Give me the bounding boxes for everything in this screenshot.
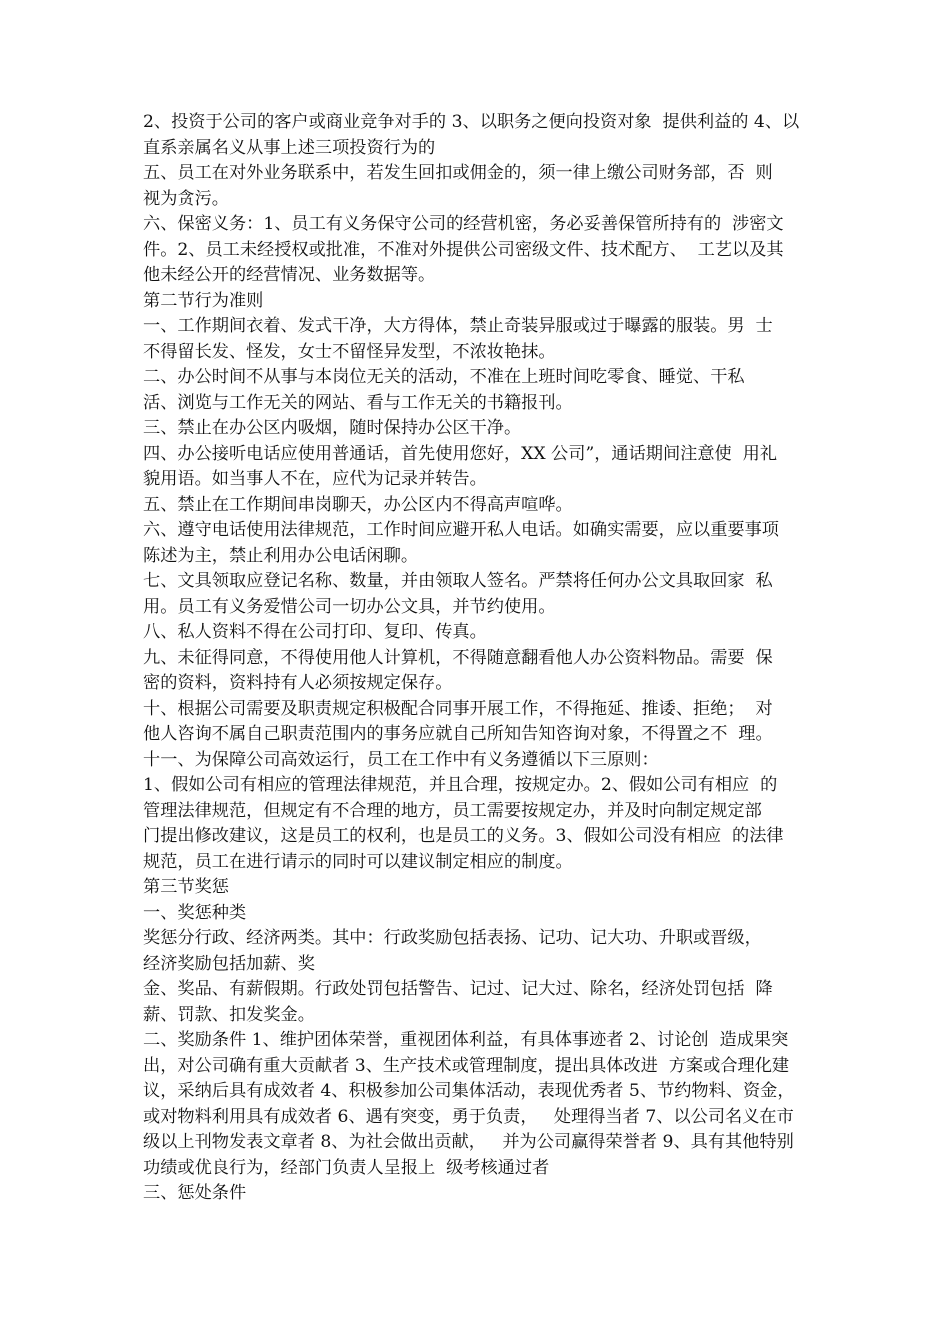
text-line: 八、私人资料不得在公司打印、复印、传真。 [143,622,487,642]
text-line: 三、惩处条件 [143,1183,247,1203]
text-line: 一、奖惩种类 [143,902,247,923]
text-line: 不得留长发、怪发，女士不留怪异发型，不浓妆艳抹。 [143,341,556,362]
text-line: 二、奖励条件 1、维护团体荣誉，重视团体利益，有具体事迹者 2、讨论创 造成果突 [143,1030,789,1050]
text-line: 门提出修改建议，这是员工的权利，也是员工的义务。3、假如公司没有相应 的法律 [143,826,784,846]
text-line: 金、奖品、有薪假期。行政处罚包括警告、记过、记大过、除名，经济处罚包括 降 [143,979,773,999]
text-line: 件。2、员工未经授权或批准，不准对外提供公司密级文件、技术配方、 工艺以及其 [143,239,784,260]
text-line: 功绩或优良行为，经部门负责人呈报上 级考核通过者 [143,1157,550,1178]
text-line: 或对物料利用具有成效者 6、遇有突变，勇于负责， 处理得当者 7、以公司名义在市 [143,1106,794,1127]
text-line: 貌用语。如当事人不在，应代为记录并转告。 [143,469,487,489]
text-line: 十、根据公司需要及职责规定积极配合同事开展工作，不得拖延、推诿、拒绝； 对 [143,698,773,719]
text-line: 直系亲属名义从事上述三项投资行为的 [143,137,436,158]
text-line: 出，对公司确有重大贡献者 3、生产技术或管理制度，提出具体改进 方案或合理化建 [143,1055,790,1076]
text-line: 级以上刊物发表文章者 8、为社会做出贡献， 并为公司赢得荣誉者 9、具有其他特别 [143,1132,794,1152]
text-line: 十一、为保障公司高效运行，员工在工作中有义务遵循以下三原则： [143,749,659,770]
text-line: 经济奖励包括加薪、奖 [143,953,315,974]
text-line: 五、禁止在工作期间串岗聊天，办公区内不得高声喧哗。 [143,494,573,515]
text-line: 他未经公开的经营情况、业务数据等。 [143,265,436,285]
text-line: 陈述为主，禁止利用办公电话闲聊。 [143,545,419,566]
text-line: 薪、罚款、扣发奖金。 [143,1004,315,1025]
text-line: 七、文具领取应登记名称、数量，并由领取人签名。严禁将任何办公文具取回家 私 [143,571,773,591]
text-line: 活、浏览与工作无关的网站、看与工作无关的书籍报刊。 [143,392,573,413]
text-line: 规范，员工在进行请示的同时可以建议制定相应的制度。 [143,851,573,872]
text-line: 三、禁止在办公区内吸烟，随时保持办公区干净。 [143,418,522,438]
text-line: 2、投资于公司的客户或商业竞争对手的 3、以职务之便向投资对象 提供利益的 4、以 [143,112,800,132]
text-line: 奖惩分行政、经济两类。其中：行政奖励包括表扬、记功、记大功、升职或晋级， [143,928,762,948]
text-line: 六、遵守电话使用法律规范，工作时间应避开私人电话。如确实需要，应以重要事项 [143,520,779,540]
document-body [143,110,823,1207]
text-line: 管理法律规范，但规定有不合理的地方，员工需要按规定办，并及时向制定规定部 [143,800,762,821]
text-line: 二、办公时间不从事与本岗位无关的活动，不准在上班时间吃零食、睡觉、干私 [143,367,745,387]
text-line: 第二节行为准则 [143,290,264,311]
text-line: 第三节奖惩 [143,877,229,897]
text-line: 1、假如公司有相应的管理法律规范，并且合理，按规定办。2、假如公司有相应 的 [143,775,778,795]
text-line: 密的资料，资料持有人必须按规定保存。 [143,673,453,693]
text-line: 视为贪污。 [143,188,229,209]
text-line: 四、办公接听电话应使用普通话，首先使用您好，XX 公司”，通话期间注意使 用礼 [143,443,778,464]
text-line: 他人咨询不属自己职责范围内的事务应就自己所知告知咨询对象，不得置之不 理。 [143,724,773,744]
text-line: 一、工作期间衣着、发式干净，大方得体，禁止奇装异服或过于曝露的服装。男 士 [143,316,773,336]
text-line: 用。员工有义务爱惜公司一切办公文具，并节约使用。 [143,596,556,617]
text-line: 五、员工在对外业务联系中，若发生回扣或佣金的，须一律上缴公司财务部，否 则 [143,163,773,183]
text-line: 议，采纳后具有成效者 4、积极参加公司集体活动，表现优秀者 5、节约物料、资金， [143,1081,795,1101]
text-line: 九、未征得同意，不得使用他人计算机，不得随意翻看他人办公资料物品。需要 保 [143,647,773,668]
text-line: 六、保密义务：1、员工有义务保守公司的经营机密，务必妥善保管所持有的 涉密文 [143,214,784,234]
